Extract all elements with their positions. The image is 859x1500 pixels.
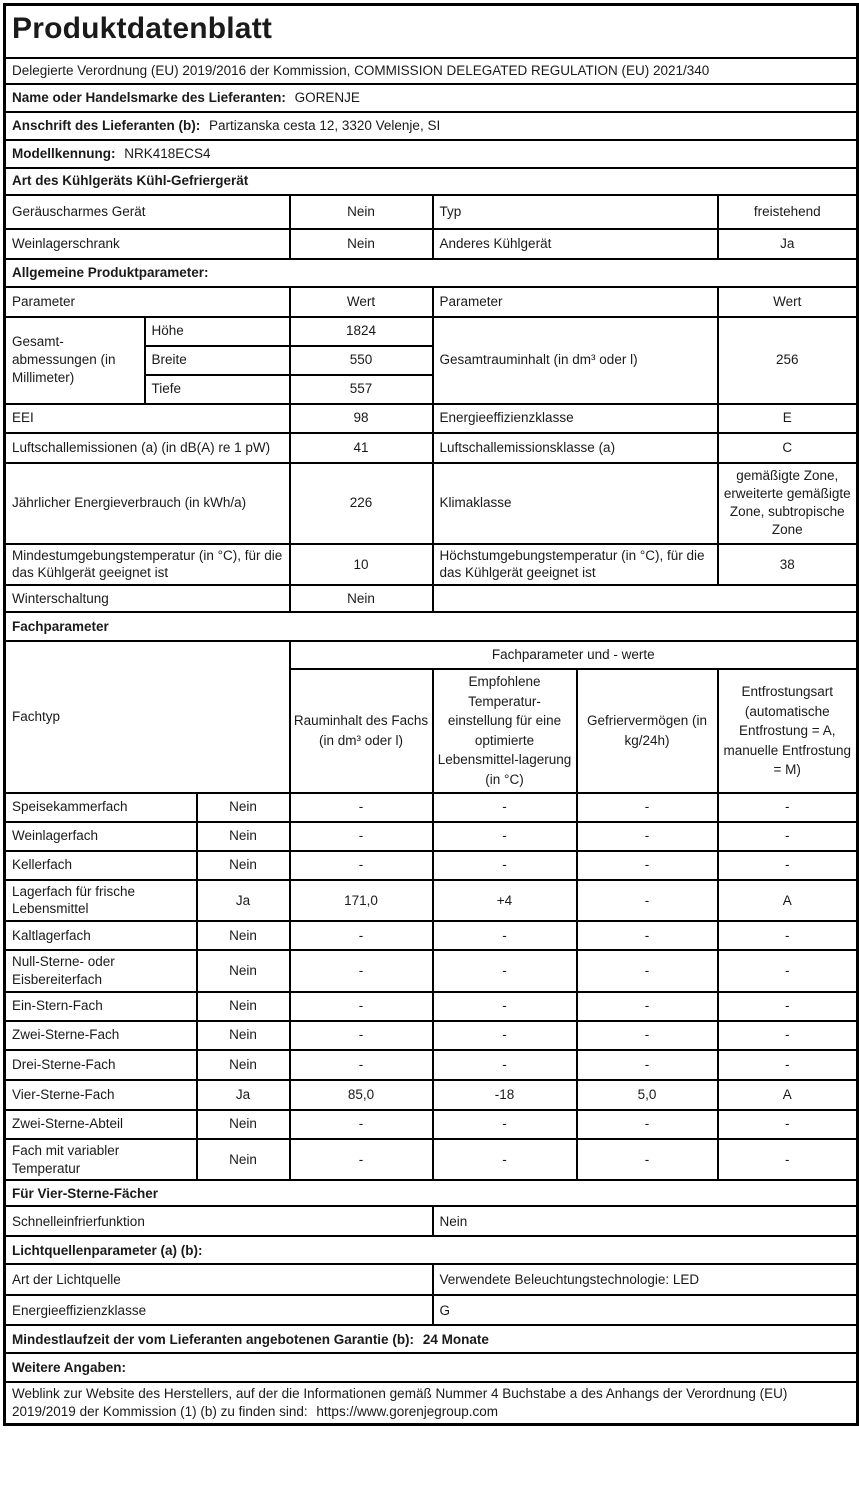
compartment-volume: - — [290, 822, 433, 851]
compartment-row — [5, 992, 858, 1021]
compartment-row — [5, 921, 858, 950]
column-header-freezing-capacity: Gefriervermögen (in kg/24h) — [577, 669, 718, 792]
compartment-volume: - — [290, 992, 433, 1021]
supplier-name-value: GORENJE — [294, 89, 360, 105]
compartment-freeze: - — [577, 851, 718, 880]
param-label: EEI — [5, 404, 290, 433]
compartment-temp: +4 — [433, 880, 577, 922]
supplier-name-label: Name oder Handelsmarke des Lieferanten: — [12, 89, 286, 105]
param-label: Geräuscharmes Gerät — [5, 195, 290, 229]
compartment-defrost: - — [718, 921, 858, 950]
compartment-volume: - — [290, 1139, 433, 1181]
light-efficiency-label: Energieeffizienzklasse — [5, 1295, 433, 1325]
compartment-row — [5, 1139, 858, 1181]
dimensions-label: Gesamt-abmessungen (in Millimeter) — [5, 317, 145, 404]
column-header-param: Parameter — [5, 287, 290, 317]
four-star-section-title: Für Vier-Sterne-Fächer — [5, 1180, 858, 1206]
param-label: Weinlagerschrank — [5, 229, 290, 259]
compartment-label: Drei-Sterne-Fach — [5, 1050, 197, 1080]
compartment-present: Nein — [197, 1050, 290, 1080]
param-value: gemäßigte Zone, erweiterte gemäßigte Zone, subtropische Zone — [718, 463, 858, 544]
compartment-freeze: 5,0 — [577, 1080, 718, 1110]
compartment-volume: 171,0 — [290, 880, 433, 922]
supplier-name-row — [5, 84, 858, 112]
dimension-value: 1824 — [290, 317, 433, 346]
param-value: Ja — [718, 229, 858, 259]
column-header-value: Wert — [290, 287, 433, 317]
total-volume-label: Gesamtrauminhalt (in dm³ oder l) — [433, 317, 718, 404]
table-row — [5, 544, 858, 586]
dimension-row — [5, 317, 858, 346]
param-label: Klimaklasse — [433, 463, 718, 544]
column-header-volume: Rauminhalt des Fachs (in dm³ oder l) — [290, 669, 433, 792]
compartment-row — [5, 822, 858, 851]
fast-freeze-row — [5, 1206, 858, 1236]
compartment-label: Lagerfach für frische Lebensmittel — [5, 880, 197, 922]
compartment-freeze: - — [577, 921, 718, 950]
compartment-volume: - — [290, 1050, 433, 1080]
compartments-header-row — [5, 641, 858, 669]
compartment-label: Weinlagerfach — [5, 822, 197, 851]
general-section-row — [5, 259, 858, 287]
light-section-row — [5, 1236, 858, 1264]
page-title: Produktdatenblatt — [5, 5, 858, 58]
table-row — [5, 229, 858, 259]
dimension-name: Tiefe — [145, 375, 290, 404]
compartment-label: Zwei-Sterne-Fach — [5, 1021, 197, 1050]
compartment-freeze: - — [577, 822, 718, 851]
param-value: 226 — [290, 463, 433, 544]
compartment-present: Nein — [197, 793, 290, 822]
warranty-label: Mindestlaufzeit der vom Lieferanten angebotenen Garantie (b): — [12, 1331, 415, 1347]
compartment-defrost: - — [718, 851, 858, 880]
more-info-label: Weitere Angaben: — [5, 1353, 858, 1382]
compartment-label: Null-Sterne- oder Eisbereiterfach — [5, 950, 197, 992]
compartment-temp: - — [433, 1050, 577, 1080]
compartment-freeze: - — [577, 880, 718, 922]
supplier-address-value: Partizanska cesta 12, 3320 Velenje, SI — [209, 117, 441, 133]
compartment-present: Nein — [197, 921, 290, 950]
compartment-present: Nein — [197, 1139, 290, 1181]
product-datasheet — [3, 3, 859, 1426]
compartment-temp: - — [433, 992, 577, 1021]
param-label: Jährlicher Energieverbrauch (in kWh/a) — [5, 463, 290, 544]
compartment-defrost: - — [718, 992, 858, 1021]
appliance-type-label: Art des Kühlgeräts Kühl-Gefriergerät — [5, 168, 858, 195]
param-value: Nein — [290, 585, 433, 612]
compartment-volume: - — [290, 921, 433, 950]
compartment-volume: - — [290, 851, 433, 880]
compartment-row — [5, 793, 858, 822]
compartment-label: Kaltlagerfach — [5, 921, 197, 950]
light-efficiency-value: G — [433, 1295, 858, 1325]
compartment-present: Nein — [197, 992, 290, 1021]
param-label: Luftschallemissionen (a) (in dB(A) re 1 pW) — [5, 433, 290, 463]
compartment-row — [5, 1080, 858, 1110]
compartment-freeze: - — [577, 793, 718, 822]
compartments-section-title: Fachparameter — [5, 612, 858, 641]
dimension-name: Breite — [145, 346, 290, 375]
fast-freeze-label: Schnelleinfrierfunktion — [5, 1206, 433, 1236]
param-value: E — [718, 404, 858, 433]
param-value: 41 — [290, 433, 433, 463]
compartment-defrost: - — [718, 1021, 858, 1050]
empty-cell — [433, 585, 858, 612]
compartment-temp: - — [433, 921, 577, 950]
compartment-temp: - — [433, 822, 577, 851]
compartment-present: Nein — [197, 851, 290, 880]
light-source-label: Art der Lichtquelle — [5, 1264, 433, 1295]
regulation-text: Delegierte Verordnung (EU) 2019/2016 der Kommission, COMMISSION DELEGATED REGULATION (EU) 2021/340 — [5, 58, 858, 84]
model-row — [5, 140, 858, 168]
compartment-temp: - — [433, 1021, 577, 1050]
compartment-defrost: - — [718, 1050, 858, 1080]
weblink-url: https://www.gorenjegroup.com — [316, 1404, 499, 1420]
light-section-title: Lichtquellenparameter (a) (b): — [5, 1236, 858, 1264]
table-row — [5, 463, 858, 544]
compartment-temp: -18 — [433, 1080, 577, 1110]
compartment-freeze: - — [577, 1050, 718, 1080]
compartment-defrost: A — [718, 880, 858, 922]
compartment-label: Kellerfach — [5, 851, 197, 880]
compartment-present: Ja — [197, 880, 290, 922]
compartment-present: Ja — [197, 1080, 290, 1110]
compartment-freeze: - — [577, 1139, 718, 1181]
compartment-present: Nein — [197, 822, 290, 851]
compartment-volume: 85,0 — [290, 1080, 433, 1110]
compartment-freeze: - — [577, 992, 718, 1021]
param-label: Winterschaltung — [5, 585, 290, 612]
compartment-temp: - — [433, 1110, 577, 1139]
light-source-value: Verwendete Beleuchtungstechnologie: LED — [433, 1264, 858, 1295]
compartment-row — [5, 1021, 858, 1050]
compartment-label: Ein-Stern-Fach — [5, 992, 197, 1021]
compartments-section-row — [5, 612, 858, 641]
param-label: Energieeffizienzklasse — [433, 404, 718, 433]
compartment-freeze: - — [577, 950, 718, 992]
compartment-volume: - — [290, 950, 433, 992]
compartment-present: Nein — [197, 1110, 290, 1139]
more-info-section-row — [5, 1353, 858, 1382]
fachtyp-header: Fachtyp — [5, 641, 290, 792]
dimension-value: 550 — [290, 346, 433, 375]
compartment-defrost: - — [718, 1110, 858, 1139]
param-label: Luftschallemissionsklasse (a) — [433, 433, 718, 463]
compartment-label: Zwei-Sterne-Abteil — [5, 1110, 197, 1139]
column-header-param: Parameter — [433, 287, 718, 317]
column-header-value: Wert — [718, 287, 858, 317]
compartment-temp: - — [433, 950, 577, 992]
compartment-temp: - — [433, 793, 577, 822]
compartment-temp: - — [433, 1139, 577, 1181]
compartment-row — [5, 1110, 858, 1139]
param-value: 98 — [290, 404, 433, 433]
compartment-row — [5, 880, 858, 922]
param-label: Anderes Kühlgerät — [433, 229, 718, 259]
light-efficiency-row — [5, 1295, 858, 1325]
compartment-row — [5, 851, 858, 880]
weblink-label: Weblink zur Website des Herstellers, auf der die Informationen gemäß Nummer 4 Buchstabe a des Anhangs der Verordnung (EU) 2019/2019 der Kommission (1) (b) zu finden sind: — [12, 1386, 788, 1420]
appliance-type-row — [5, 168, 858, 195]
compartment-label: Vier-Sterne-Fach — [5, 1080, 197, 1110]
title-row — [5, 5, 858, 58]
general-header-row — [5, 287, 858, 317]
warranty-row — [5, 1325, 858, 1353]
table-row — [5, 585, 858, 612]
general-section-title: Allgemeine Produktparameter: — [5, 259, 858, 287]
fast-freeze-value: Nein — [433, 1206, 858, 1236]
compartment-defrost: - — [718, 793, 858, 822]
dimension-value: 557 — [290, 375, 433, 404]
weblink-row — [5, 1382, 858, 1424]
compartment-label: Fach mit variabler Temperatur — [5, 1139, 197, 1181]
param-value: 10 — [290, 544, 433, 586]
table-row — [5, 195, 858, 229]
light-source-row — [5, 1264, 858, 1295]
compartment-volume: - — [290, 1021, 433, 1050]
param-value: Nein — [290, 195, 433, 229]
total-volume-value: 256 — [718, 317, 858, 404]
compartment-defrost: A — [718, 1080, 858, 1110]
column-header-defrost-type: Entfrostungsart (automatische Entfrostung = A, manuelle Entfrostung = M) — [718, 669, 858, 792]
regulation-row — [5, 58, 858, 84]
param-value: 38 — [718, 544, 858, 586]
compartment-temp: - — [433, 851, 577, 880]
supplier-address-row — [5, 112, 858, 140]
model-value: NRK418ECS4 — [124, 145, 211, 161]
param-label: Höchstumgebungstemperatur (in °C), für die das Kühlgerät geeignet ist — [433, 544, 718, 586]
compartment-volume: - — [290, 1110, 433, 1139]
compartment-row — [5, 1050, 858, 1080]
column-header-temperature: Empfohlene Temperatur-einstellung für eine optimierte Lebensmittel-lagerung (in °C) — [433, 669, 577, 792]
table-row — [5, 433, 858, 463]
compartment-label: Speisekammerfach — [5, 793, 197, 822]
compartment-freeze: - — [577, 1110, 718, 1139]
compartment-present: Nein — [197, 950, 290, 992]
param-label: Mindestumgebungstemperatur (in °C), für die das Kühlgerät geeignet ist — [5, 544, 290, 586]
table-row — [5, 404, 858, 433]
param-value: C — [718, 433, 858, 463]
supplier-address-label: Anschrift des Lieferanten (b): — [12, 117, 201, 133]
compartment-present: Nein — [197, 1021, 290, 1050]
param-value: Nein — [290, 229, 433, 259]
compartment-freeze: - — [577, 1021, 718, 1050]
param-label: Typ — [433, 195, 718, 229]
four-star-section-row — [5, 1180, 858, 1206]
dimension-name: Höhe — [145, 317, 290, 346]
compartment-defrost: - — [718, 950, 858, 992]
compartment-defrost: - — [718, 1139, 858, 1181]
group-header: Fachparameter und - werte — [290, 641, 858, 669]
model-label: Modellkennung: — [12, 145, 116, 161]
compartment-row — [5, 950, 858, 992]
compartment-defrost: - — [718, 822, 858, 851]
compartment-volume: - — [290, 793, 433, 822]
warranty-value: 24 Monate — [422, 1331, 489, 1347]
param-value: freistehend — [718, 195, 858, 229]
